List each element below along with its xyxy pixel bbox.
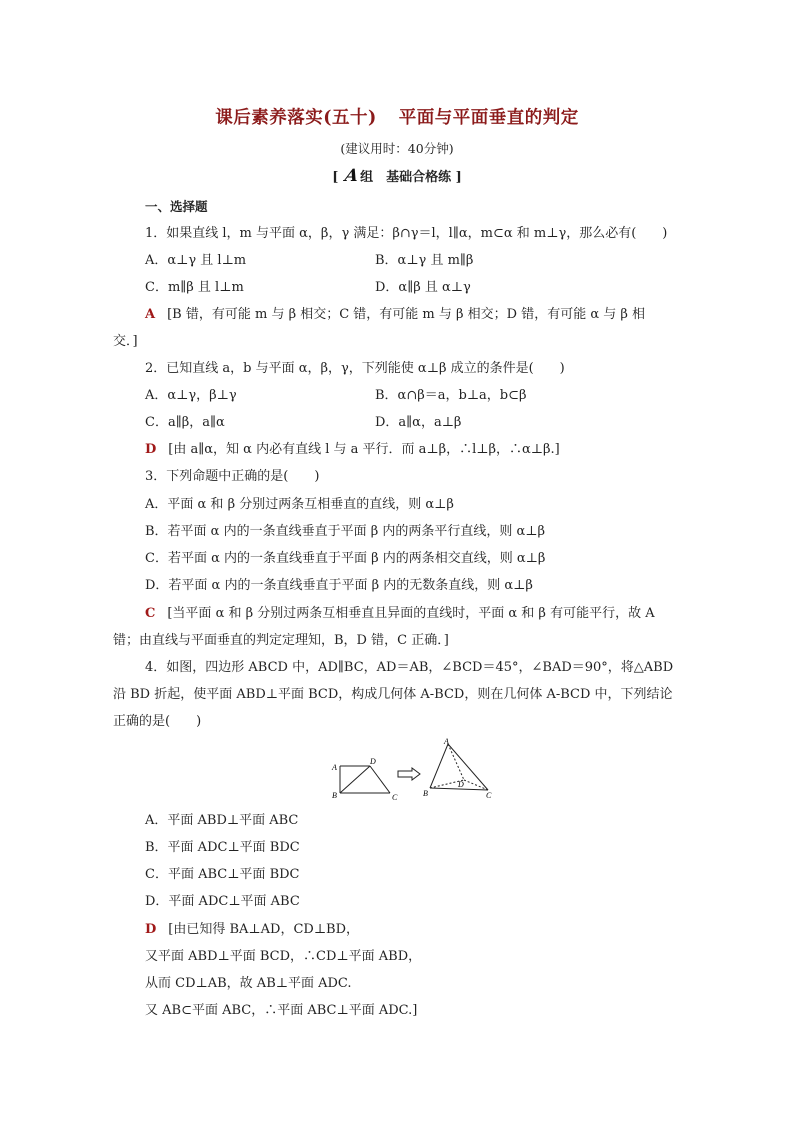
q1-option-b: B．α⊥γ 且 m∥β [375, 253, 474, 268]
q4-stem-line2: 沿 BD 折起，使平面 ABD⊥平面 BCD，构成几何体 A-BCD，则在几何体 A-BCD 中，下列结论 [113, 687, 673, 702]
fig2-label-d: D [458, 780, 464, 789]
q1-explanation-line2: 交．] [113, 334, 138, 349]
q2-option-c: C．a∥β，a∥α [145, 415, 225, 430]
q3-option-c: C．若平面 α 内的一条直线垂直于平面 β 内的两条相交直线，则 α⊥β [145, 551, 546, 566]
q2-option-b: B．α∩β＝a，b⊥a，b⊂β [375, 388, 527, 403]
q4-explanation-line4: 又 AB⊂平面 ABC，∴平面 ABC⊥平面 ADC.] [145, 1003, 418, 1018]
q1-expl1: [B 错，有可能 m 与 β 相交；C 错，有可能 m 与 β 相交；D 错，有可能 α 与 β 相 [167, 307, 646, 322]
group-label: 组 基础合格练 [360, 170, 452, 185]
q1-option-d: D．α∥β 且 α⊥γ [375, 280, 471, 295]
section-heading: 一、选择题 [145, 199, 208, 214]
q2-option-d: D．a∥α，a⊥β [375, 415, 462, 430]
q1-stem: 1．如果直线 l，m 与平面 α，β，γ 满足：β∩γ＝l，l∥α，m⊂α 和 m⊥γ，那么必有( ) [145, 226, 668, 241]
q3-expl1: [当平面 α 和 β 分别过两条互相垂直且异面的直线时，平面 α 和 β 有可能平行，故 A [167, 606, 655, 621]
trapezoid-figure [340, 766, 390, 793]
q4-stem-line3: 正确的是( ) [113, 714, 202, 729]
q3-explanation-line1 [145, 605, 655, 623]
time-suggestion: (建议用时：40分钟) [340, 141, 454, 156]
q3-option-d: D．若平面 α 内的一条直线垂直于平面 β 内的无数条直线，则 α⊥β [145, 578, 533, 593]
q4-figure [328, 738, 498, 804]
q4-answer: D [145, 922, 157, 937]
q1-option-a: A．α⊥γ 且 l⊥m [145, 253, 247, 268]
fig1-label-b: B [332, 791, 337, 800]
q1-answer: A [145, 307, 156, 322]
group-badge: A [343, 166, 360, 186]
q3-option-b: B．若平面 α 内的一条直线垂直于平面 β 内的两条平行直线，则 α⊥β [145, 524, 546, 539]
fig2-label-c: C [486, 791, 492, 800]
group-header [0, 166, 794, 186]
q2-expl1: [由 a∥α，知 α 内必有直线 l 与 a 平行．而 a⊥β，∴l⊥β，∴α⊥β.] [168, 442, 560, 457]
q4-option-c: C．平面 ABC⊥平面 BDC [145, 867, 300, 882]
page-title [0, 104, 794, 129]
q3-stem: 3．下列命题中正确的是( ) [145, 469, 320, 484]
fig2-label-b: B [423, 789, 428, 798]
q2-answer: D [145, 442, 157, 457]
right-arrow-icon [398, 768, 420, 780]
q3-answer: C [145, 606, 156, 621]
q4-explanation-line1 [145, 921, 359, 939]
q3-option-a: A．平面 α 和 β 分别过两条互相垂直的直线，则 α⊥β [145, 497, 454, 512]
q3-explanation-line2: 错；由直线与平面垂直的判定定理知，B，D 错，C 正确．] [113, 633, 449, 648]
q4-explanation-line2: 又平面 ABD⊥平面 BCD，∴CD⊥平面 ABD， [145, 949, 422, 964]
q1-option-c: C．m∥β 且 l⊥m [145, 280, 244, 295]
title-part2: 平面与平面垂直的判定 [398, 108, 579, 128]
q1-explanation-line1 [145, 306, 645, 324]
q4-explanation-line3: 从而 CD⊥AB，故 AB⊥平面 ADC. [145, 976, 352, 991]
fig2-label-a: A [444, 738, 449, 746]
q2-stem: 2．已知直线 a，b 与平面 α，β，γ，下列能使 α⊥β 成立的条件是( ) [145, 361, 565, 376]
bracket-left: [ [332, 170, 339, 185]
fig1-label-c: C [392, 793, 398, 802]
title-part1: 课后素养落实(五十) [215, 108, 377, 128]
fig1-label-d: D [370, 757, 376, 766]
q4-option-d: D．平面 ADC⊥平面 ABC [145, 894, 300, 909]
q2-option-a: A．α⊥γ，β⊥γ [145, 388, 237, 403]
fig1-label-a: A [332, 763, 337, 772]
q4-expl1: [由已知得 BA⊥AD，CD⊥BD， [168, 922, 360, 937]
bracket-right: ] [455, 170, 462, 185]
q4-option-b: B．平面 ADC⊥平面 BDC [145, 840, 300, 855]
q2-explanation-line1 [145, 441, 560, 459]
q4-option-a: A．平面 ABD⊥平面 ABC [145, 813, 299, 828]
q4-stem-line1: 4．如图，四边形 ABCD 中，AD∥BC，AD＝AB，∠BCD＝45°，∠BAD＝90°，将△ABD [145, 660, 674, 675]
